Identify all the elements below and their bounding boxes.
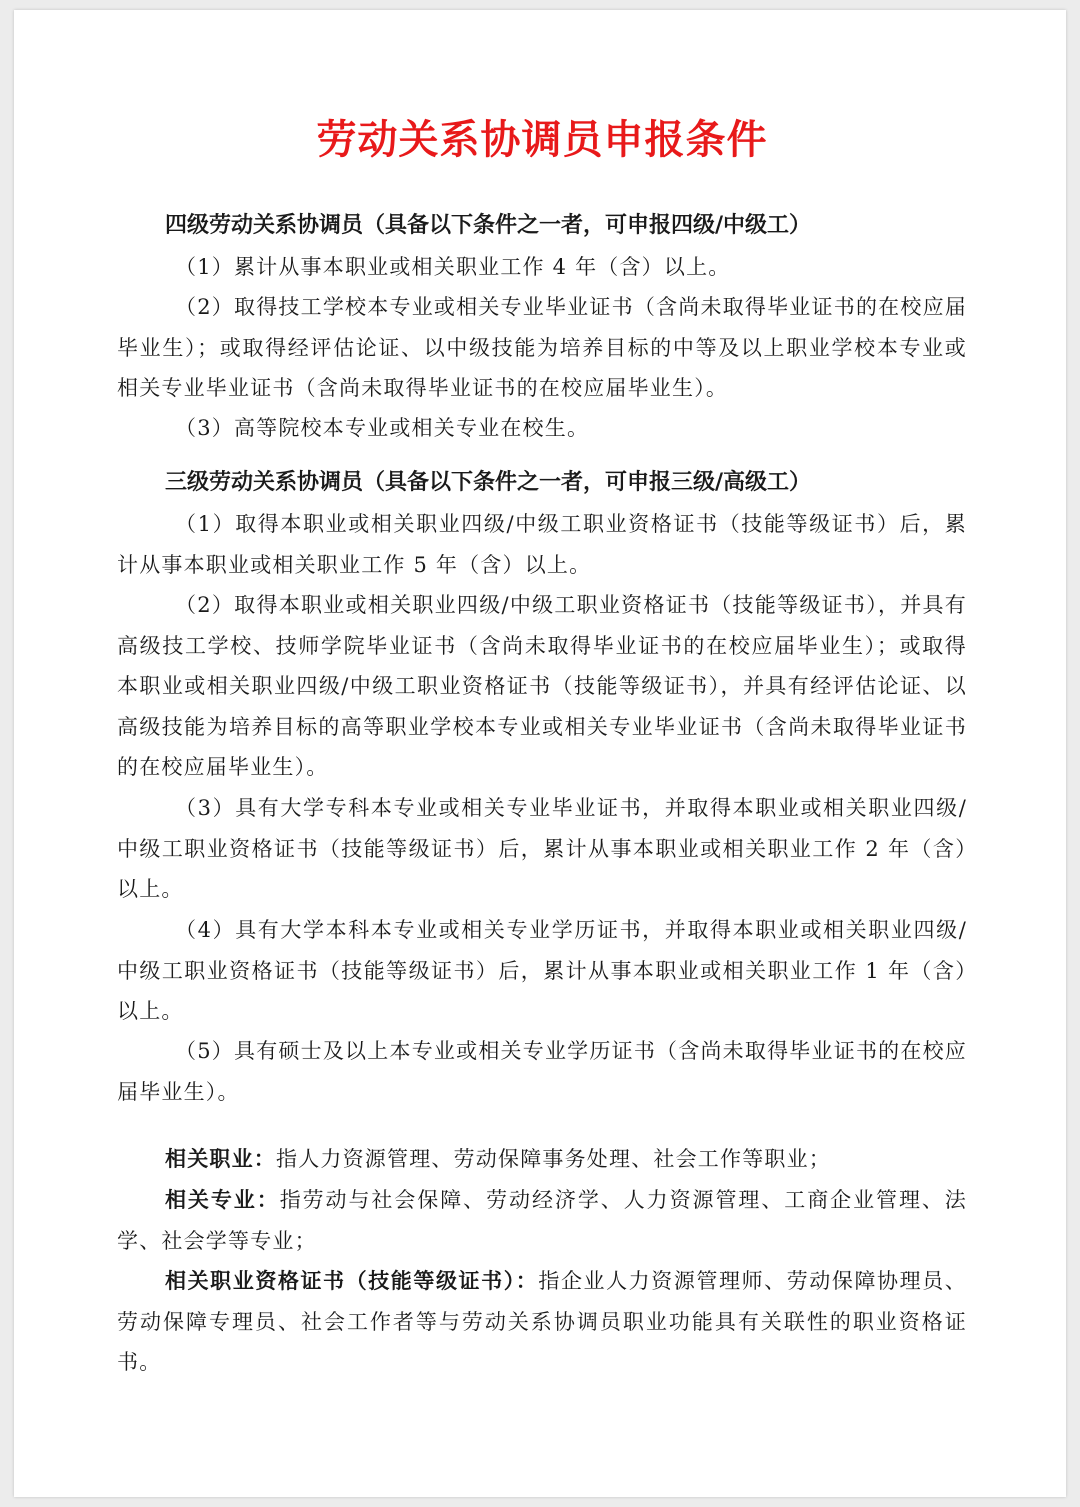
note-related-occupation	[117, 1139, 967, 1180]
level4-heading: 四级劳动关系协调员（具备以下条件之一者，可申报四级/中级工）	[165, 213, 812, 238]
note-related-certificate	[117, 1261, 967, 1383]
level3-item-4: （4）具有大学本科本专业或相关专业学历证书，并取得本职业或相关职业四级/中级工职业资格证书（技能等级证书）后，累计从事本职业或相关职业工作 1 年（含）以上。	[117, 918, 967, 1023]
level4-item-3: （3）高等院校本专业或相关专业在校生。	[175, 416, 590, 440]
note-related-major	[117, 1180, 967, 1261]
level3-item-2: （2）取得本职业或相关职业四级/中级工职业资格证书（技能等级证书），并具有高级技工学校、技师学院毕业证书（含尚未取得毕业证书的在校应届毕业生）；或取得本职业或相关职业四级/中级工职业资格证书（技能等级证书），并具有经评估论证、以高级技能为培养目标的高等职业学校本专业或相关专业毕业证书（含尚未取得毕业证书的在校应届毕业生）。	[117, 593, 967, 779]
note-label: 相关职业资格证书（技能等级证书）：	[165, 1269, 539, 1293]
level4-item-1: （1）累计从事本职业或相关职业工作 4 年（含）以上。	[175, 255, 731, 279]
note-text: 指人力资源管理、劳动保障事务处理、社会工作等职业；	[276, 1147, 831, 1171]
level3-item-3: （3）具有大学专科本专业或相关专业毕业证书，并取得本职业或相关职业四级/中级工职业资格证书（技能等级证书）后，累计从事本职业或相关职业工作 2 年（含）以上。	[117, 796, 967, 901]
level3-heading: 三级劳动关系协调员（具备以下条件之一者，可申报三级/高级工）	[165, 470, 812, 495]
level4-item-2: （2）取得技工学校本专业或相关专业毕业证书（含尚未取得毕业证书的在校应届毕业生）；或取得经评估论证、以中级技能为培养目标的中等及以上职业学校本专业或相关专业毕业证书（含尚未取得毕业证书的在校应届毕业生）。	[117, 295, 967, 400]
note-label: 相关专业：	[165, 1188, 280, 1212]
level3-item-1: （1）取得本职业或相关职业四级/中级工职业资格证书（技能等级证书）后，累计从事本职业或相关职业工作 5 年（含）以上。	[117, 512, 967, 577]
document-page	[14, 10, 1066, 1497]
document-title: 劳动关系协调员申报条件	[316, 117, 768, 163]
note-text: 指劳动与社会保障、劳动经济学、人力资源管理、工商企业管理、法学、社会学等专业；	[117, 1188, 968, 1253]
level3-item-5: （5）具有硕士及以上本专业或相关专业学历证书（含尚未取得毕业证书的在校应届毕业生）。	[117, 1039, 967, 1104]
note-label: 相关职业：	[165, 1147, 276, 1171]
note-text: 指企业人力资源管理师、劳动保障协理员、劳动保障专理员、社会工作者等与劳动关系协调员职业功能具有关联性的职业资格证书。	[117, 1269, 967, 1374]
